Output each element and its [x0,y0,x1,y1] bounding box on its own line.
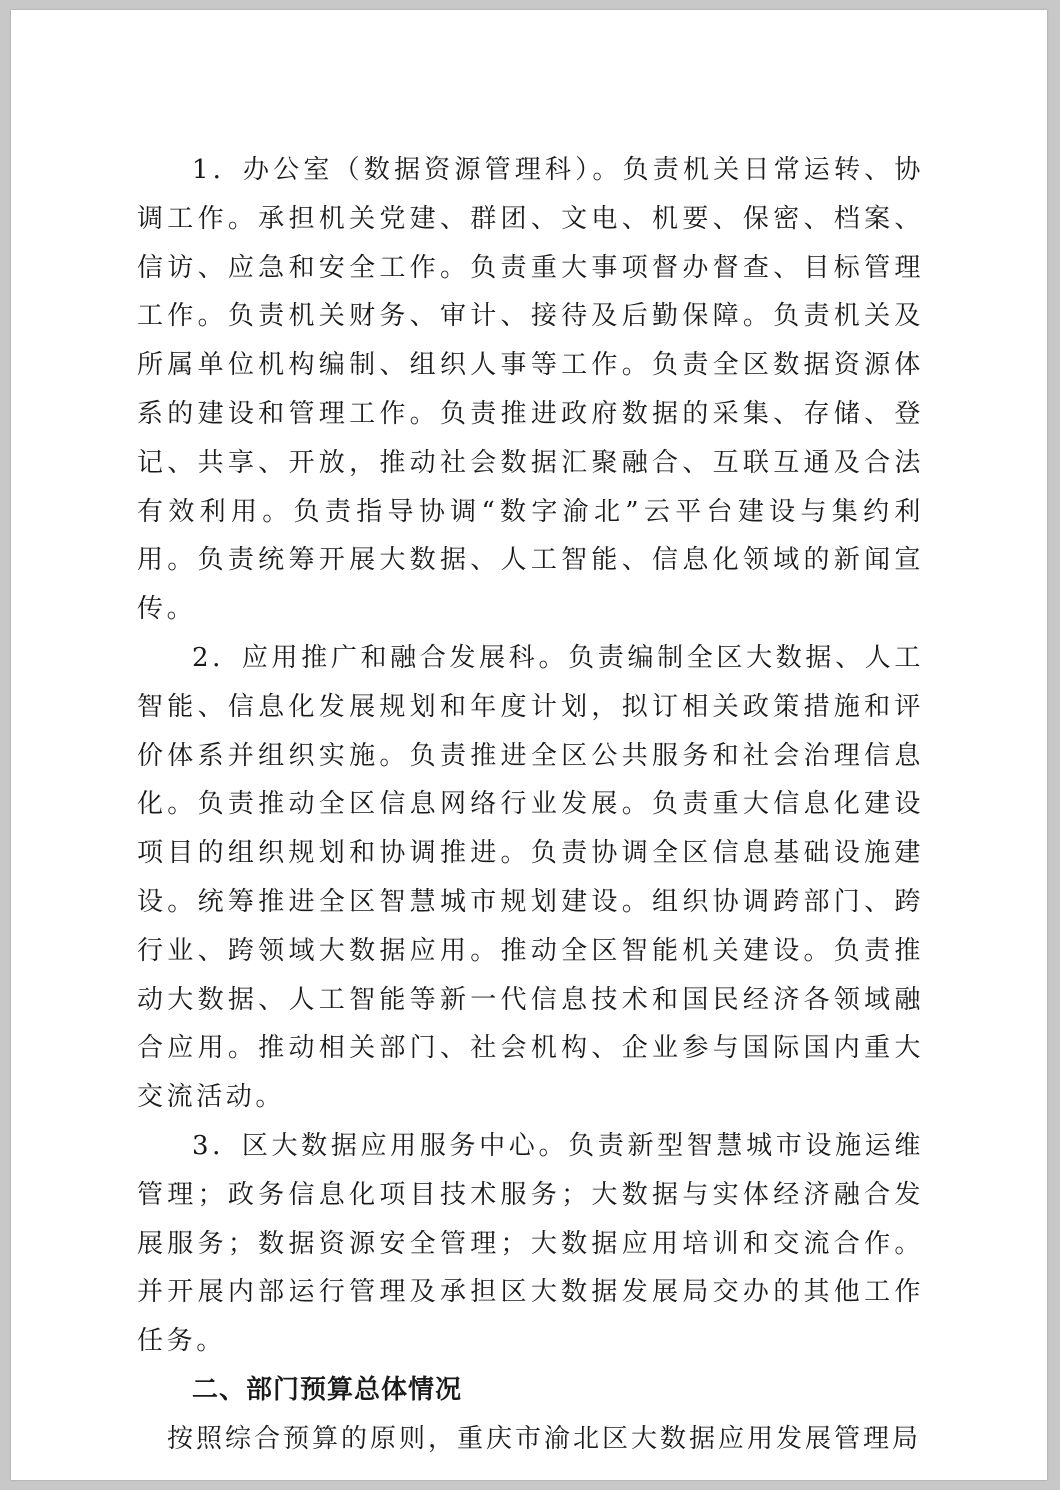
paragraph-application-promotion: 2．应用推广和融合发展科。负责编制全区大数据、人工智能、信息化发展规划和年度计划，拟订相关政策措施和评价体系并组织实施。负责推进全区公共服务和社会治理信息化。负责推动全区信息网络行业发展。负责重大信息化建设项目的组织规划和协调推进。负责协调全区信息基础设施建设。统筹推进全区智慧城市规划建设。组织协调跨部门、跨行业、跨领域大数据应用。推动全区智能机关建设。负责推动大数据、人工智能等新一代信息技术和国民经济各领域融合应用。推动相关部门、社会机构、企业参与国际国内重大交流活动。 [137,642,924,1113]
document-body [137,146,924,1464]
section-heading: 二、部门预算总体情况 [192,1374,463,1405]
paragraph-office: 1．办公室（数据资源管理科）。负责机关日常运转、协调工作。承担机关党建、群团、文电、机要、保密、档案、信访、应急和安全工作。负责重大事项督办督查、目标管理工作。负责机关财务、审计、接待及后勤保障。负责机关及所属单位机构编制、组织人事等工作。负责全区数据资源体系的建设和管理工作。负责推进政府数据的采集、存储、登记、共享、开放，推动社会数据汇聚融合、互联互通及合法有效利用。负责指导协调“数字渝北”云平台建设与集约利用。负责统筹开展大数据、人工智能、信息化领域的新闻宣传。 [137,155,924,625]
paragraph-budget-intro: 按照综合预算的原则，重庆市渝北区大数据应用发展管理局 [167,1423,922,1454]
paragraph-service-center: 3．区大数据应用服务中心。负责新型智慧城市设施运维管理；政务信息化项目技术服务；大数据与实体经济融合发展服务；数据资源安全管理；大数据应用培训和交流合作。并开展内部运行管理及承担区大数据发展局交办的其他工作任务。 [137,1130,924,1357]
document-page [11,10,1047,1480]
